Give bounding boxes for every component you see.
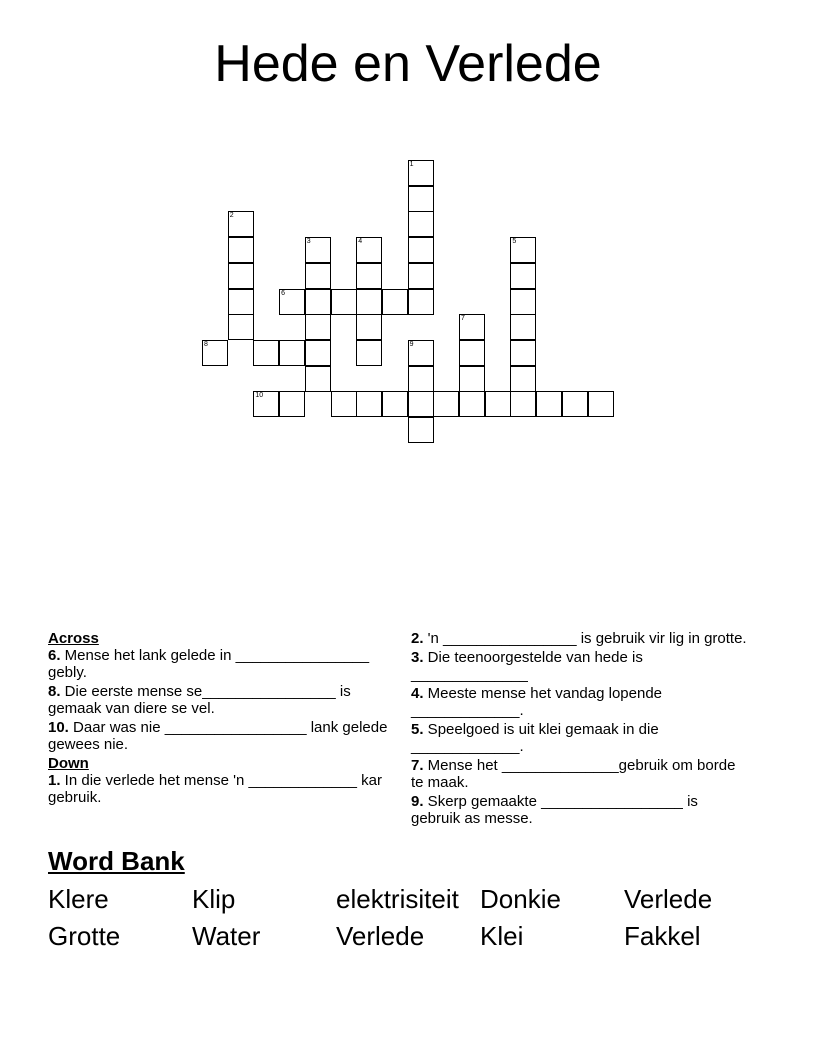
- grid-cell[interactable]: [356, 314, 382, 340]
- clues-right-column: [411, 630, 751, 829]
- clue-text: 2. 'n ________________ is gebruik vir lig in grotte.: [411, 630, 747, 647]
- clue-number-label: 6.: [48, 647, 61, 664]
- clue-number-label: 10.: [48, 719, 69, 736]
- clue-number: 3: [306, 238, 311, 246]
- word-bank-word: Verlede: [336, 921, 425, 951]
- grid-cell[interactable]: [562, 391, 588, 417]
- down-clue-list: [48, 772, 388, 806]
- grid-cell[interactable]: [588, 391, 614, 417]
- clue-text: 5. Speelgoed is uit klei gemaak in die _____________.: [411, 721, 659, 755]
- clue-number: 5: [512, 238, 517, 246]
- grid-cell[interactable]: [305, 366, 331, 392]
- clue-number-label: 5.: [411, 721, 424, 738]
- grid-cell[interactable]: [305, 289, 331, 315]
- grid-cell[interactable]: [228, 263, 254, 289]
- grid-cell[interactable]: [228, 237, 254, 263]
- clue-number: 6: [281, 289, 285, 297]
- grid-cell[interactable]: [305, 314, 331, 340]
- clue-number-label: 4.: [411, 685, 424, 702]
- down-clue-list-continued: [411, 630, 751, 827]
- grid-cell[interactable]: [279, 289, 305, 315]
- grid-cell[interactable]: [305, 237, 331, 263]
- word-bank-word: Verlede: [624, 884, 713, 914]
- down-heading: Down: [48, 755, 89, 772]
- clue-text: 6. Mense het lank gelede in ________________ gebly.: [48, 647, 370, 681]
- across-clue-list: [48, 647, 388, 753]
- grid-cell[interactable]: [510, 263, 536, 289]
- grid-cell[interactable]: [408, 391, 434, 417]
- grid-cell[interactable]: [382, 289, 408, 315]
- grid-cell[interactable]: [408, 186, 434, 212]
- across-heading: Across: [48, 630, 99, 647]
- clue-number: 10: [255, 392, 264, 400]
- clue-text: 3. Die teenoorgestelde van hede is ______________: [411, 649, 643, 683]
- grid-cell[interactable]: [331, 289, 357, 315]
- grid-cell[interactable]: [459, 340, 485, 366]
- grid-cell[interactable]: [408, 237, 434, 263]
- clue-text: 1. In die verlede het mense 'n _____________ kar gebruik.: [48, 772, 382, 806]
- word-bank-word: Fakkel: [624, 921, 701, 951]
- word-bank-word: Klere: [48, 884, 109, 914]
- grid-cell[interactable]: [510, 340, 536, 366]
- grid-cell[interactable]: [279, 391, 305, 417]
- grid-cell[interactable]: [331, 391, 357, 417]
- grid-cell[interactable]: [356, 237, 382, 263]
- word-bank-word: Grotte: [48, 921, 121, 951]
- clues-left-column: [48, 630, 388, 808]
- grid-cell[interactable]: [356, 391, 382, 417]
- grid-cell[interactable]: [408, 160, 434, 186]
- grid-cell[interactable]: [433, 391, 459, 417]
- clue-number: 7: [461, 315, 465, 323]
- grid-cell[interactable]: [510, 366, 536, 392]
- grid-cell[interactable]: [228, 211, 254, 237]
- grid-cell[interactable]: [510, 314, 536, 340]
- word-bank-word: Donkie: [480, 884, 561, 914]
- grid-cell[interactable]: [356, 340, 382, 366]
- clue-number: 1: [409, 161, 414, 168]
- clue-number: 4: [358, 238, 363, 246]
- grid-cell[interactable]: [253, 391, 279, 417]
- puzzle-title: Hede en Verlede: [214, 35, 602, 93]
- word-bank-word: elektrisiteit: [336, 884, 459, 914]
- grid-cell[interactable]: [459, 391, 485, 417]
- clue-text: 4. Meeste mense het vandag lopende _____________.: [411, 685, 663, 719]
- clue-number-label: 3.: [411, 649, 424, 666]
- grid-cell[interactable]: [510, 289, 536, 315]
- word-bank-title: Word Bank: [48, 846, 185, 876]
- grid-cell[interactable]: [408, 417, 434, 443]
- grid-cell[interactable]: [228, 289, 254, 315]
- grid-cell[interactable]: [536, 391, 562, 417]
- grid-cell[interactable]: [253, 340, 279, 366]
- clue-text: 10. Daar was nie _________________ lank gelede gewees nie.: [48, 719, 388, 753]
- clue-number: 2: [229, 212, 234, 220]
- grid-cell[interactable]: [408, 340, 434, 366]
- word-bank-word: Klei: [480, 921, 524, 951]
- grid-cell[interactable]: [202, 340, 228, 366]
- grid-cell[interactable]: [408, 289, 434, 315]
- clue-number-label: 7.: [411, 757, 424, 774]
- grid-cell[interactable]: [485, 391, 511, 417]
- word-bank-word: Water: [192, 921, 261, 951]
- clue-text: 8. Die eerste mense se________________ is gemaak van diere se vel.: [48, 683, 351, 717]
- clue-number-label: 1.: [48, 772, 61, 789]
- clue-text: 9. Skerp gemaakte _________________ is gebruik as messe.: [411, 793, 698, 827]
- grid-cell[interactable]: [382, 391, 408, 417]
- clue-number: 9: [409, 340, 414, 348]
- grid-cell[interactable]: [459, 314, 485, 340]
- word-bank-word: Klip: [192, 884, 236, 914]
- clue-number-label: 8.: [48, 683, 61, 700]
- grid-cell[interactable]: [279, 340, 305, 366]
- grid-cell[interactable]: [408, 263, 434, 289]
- grid-cell[interactable]: [356, 289, 382, 315]
- grid-cell[interactable]: [510, 391, 536, 417]
- clue-number: 8: [204, 340, 208, 348]
- clue-number-label: 9.: [411, 793, 424, 810]
- grid-cell[interactable]: [510, 237, 536, 263]
- crossword-grid: [0, 0, 816, 460]
- grid-cell[interactable]: [305, 340, 331, 366]
- grid-cell[interactable]: [228, 314, 254, 340]
- grid-cell[interactable]: [356, 263, 382, 289]
- clue-text: 7. Mense het ______________gebruik om borde te maak.: [411, 757, 736, 791]
- grid-cell[interactable]: [305, 263, 331, 289]
- clue-number-label: 2.: [411, 630, 424, 647]
- grid-cell[interactable]: [408, 211, 434, 237]
- grid-cell[interactable]: [459, 366, 485, 392]
- grid-cell[interactable]: [408, 366, 434, 392]
